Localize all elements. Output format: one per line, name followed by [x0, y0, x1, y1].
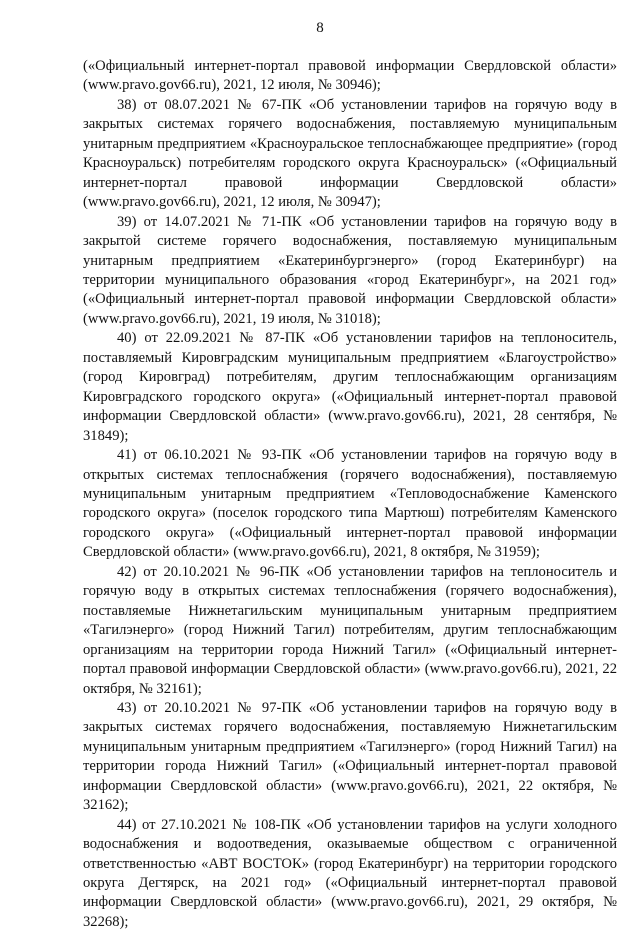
list-item-41: 41) от 06.10.2021 № 93-ПК «Об установлении тарифов на горячую воду в открытых системах теплоснабжения (горячего водоснабжения), поставляемую муниципальным унитарным предприятием «Тепловодоснабжение Каменского городского округа» (поселок городского типа Мартюш) потребителям Каменского городского округа» («Официальный интернет-портал правовой информации Свердловской области» (www.pravo.gov66.ru), 2021, 8 октября, № 31959); [83, 447, 617, 561]
paragraph-continuation: («Официальный интернет-портал правовой информации Свердловской области» (www.pravo.gov66.ru), 2021, 12 июля, № 30946); [83, 58, 617, 94]
list-item-40: 40) от 22.09.2021 № 87-ПК «Об установлении тарифов на теплоноситель, поставляемый Кировградским муниципальным предприятием «Благоустройство» (город Кировград) потребителям, другим теплоснабжающим организациям Кировградского городского округа» («Официальный интернет-портал правовой информации Свердловской области» (www.pravo.gov66.ru), 2021, 28 сентября, № 31849); [83, 330, 617, 444]
list-item-39: 39) от 14.07.2021 № 71-ПК «Об установлении тарифов на горячую воду в закрытой системе горячего водоснабжения, поставляемую муниципальным унитарным предприятием «Екатеринбургэнерго» (город Екатеринбург) на территории муниципального образования «город Екатеринбург», на 2021 год» («Официальный интернет-портал правовой информации Свердловской области» (www.pravo.gov66.ru), 2021, 19 июля, № 31018); [83, 213, 617, 327]
document-body [83, 57, 617, 932]
page-number: 8 [316, 20, 324, 36]
list-item-43: 43) от 20.10.2021 № 97-ПК «Об установлении тарифов на горячую воду в закрытых системах горячего водоснабжения, поставляемую Нижнетагильским муниципальным унитарным предприятием «Тагилэнерго» (город Нижний Тагил) на территории города Нижний Тагил» («Официальный интернет-портал правовой информации Свердловской области» (www.pravo.gov66.ru), 2021, 22 октября, № 32162); [83, 699, 617, 814]
list-item-44: 44) от 27.10.2021 № 108-ПК «Об установлении тарифов на услуги холодного водоснабжения и водоотведения, оказываемые обществом с ограниченной ответственностью «АВТ ВОСТОК» (город Екатеринбург) на территории городского округа Дегтярск, на 2021 год» («Официальный интернет-портал правовой информации Свердловской области» (www.pravo.gov66.ru), 2021, 29 октября, № 32268); [83, 816, 617, 930]
list-item-38: 38) от 08.07.2021 № 67-ПК «Об установлении тарифов на горячую воду в закрытых системах горячего водоснабжения, поставляемую муниципальным унитарным предприятием «Красноуральское теплоснабжающее предприятие» (город Красноуральск) потребителям городского округа Красноуральск» («Официальный интернет-портал правовой информации Свердловской области» (www.pravo.gov66.ru), 2021, 12 июля, № 30947); [83, 96, 617, 211]
list-item-42: 42) от 20.10.2021 № 96-ПК «Об установлении тарифов на теплоноситель и горячую воду в открытых системах теплоснабжения (горячего водоснабжения), поставляемые Нижнетагильским муниципальным унитарным предприятием «Тагилэнерго» (город Нижний Тагил) потребителям, другим теплоснабжающим организациям на территории города Нижний Тагил» («Официальный интернет-портал правовой информации Свердловской области» (www.pravo.gov66.ru), 2021, 22 октября, № 32161); [83, 563, 617, 697]
